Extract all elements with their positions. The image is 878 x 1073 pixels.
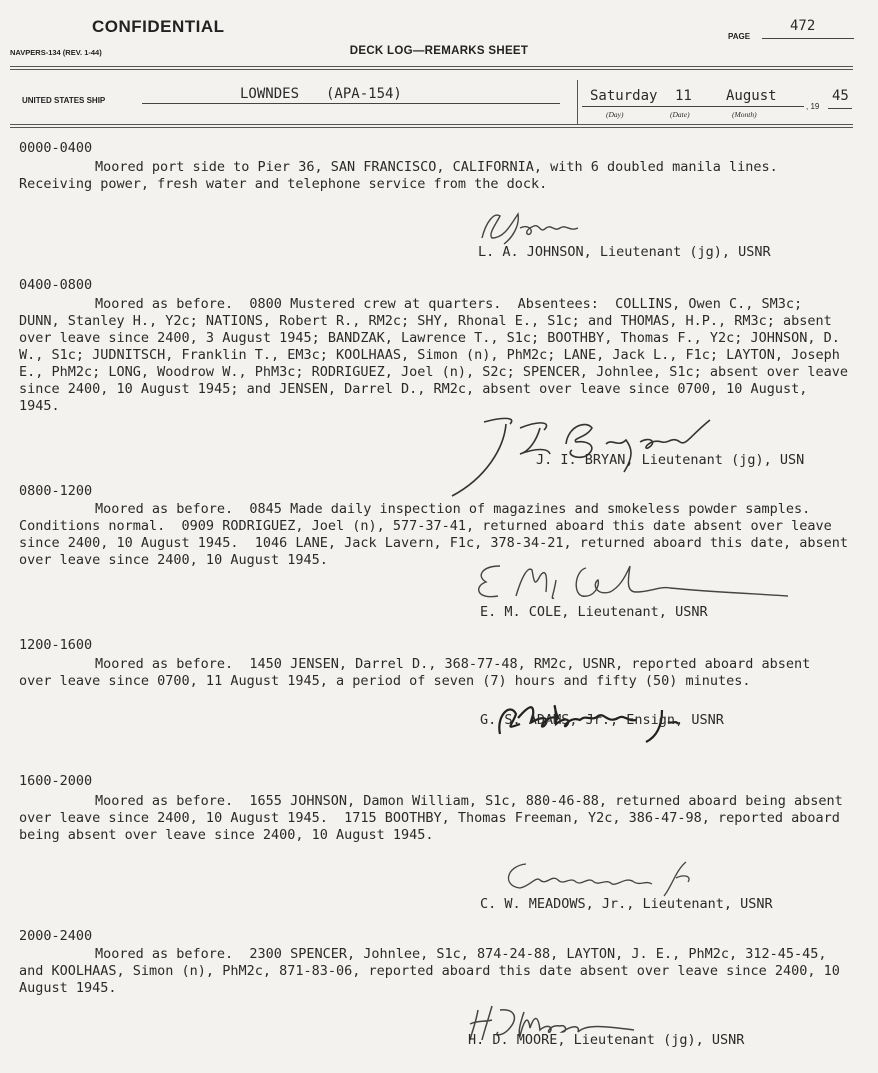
watch-time: 0800-1200 — [19, 483, 93, 499]
form-number: NAVPERS-134 (REV. 1-44) — [10, 48, 102, 57]
handwritten-signature-icon — [470, 556, 790, 610]
signatory-name: L. A. JOHNSON, Lieutenant (jg), USNR — [478, 244, 771, 260]
handwritten-signature-icon — [474, 204, 594, 248]
log-date: 11 — [675, 88, 692, 104]
century-label: , 19 — [806, 102, 820, 111]
watch-remarks: Moored as before. 0800 Mustered crew at quarters. Absentees: COLLINS, Owen C., SM3c; DUNN, Stanley H., Y2c; NATIONS, Robert R., RM2c; SHY, Rhonal E., S1c; and THOMAS, H.P., RM3c; absent over leave since 2400, 3 August 1945; BANDZAK, Lawrence T., S1c; BOOTHBY, Thomas F., Y2c; JOHNSON, D. W., S1c; JUDNITSCH, Franklin T., EM3c; KOOLHAAS, Simon (n), PhM2c; LANE, Jack L., F1c; LAYTON, Joseph E., PhM2c; LONG, Woodrow W., PhM3c; RODRIGUEZ, Joel (n), S2c; SPENCER, Johnlee, S1c; absent over leave since 2400, 10 August 1945; and JENSEN, Darrel D., RM2c, absent over leave since 0700, 10 August, 1945. — [19, 296, 857, 414]
day-label: (Day) — [606, 110, 624, 119]
signatory-name: H. D. MOORE, Lieutenant (jg), USNR — [468, 1032, 745, 1048]
signatory-name: E. M. COLE, Lieutenant, USNR — [480, 604, 708, 620]
watch-time: 2000-2400 — [19, 928, 93, 944]
ship-label: UNITED STATES SHIP — [22, 96, 106, 105]
watch-time: 1200-1600 — [19, 637, 93, 653]
header-rule-bottom — [10, 124, 853, 125]
watch-remarks: Moored as before. 1450 JENSEN, Darrel D., 368-77-48, RM2c, USNR, reported aboard absent over leave since 0700, 11 August 1945, a period of seven (7) hours and fifty (50) minutes. — [19, 656, 819, 689]
header-rule-top-2 — [10, 69, 853, 70]
signatory-name: J. I. BRYAN, Lieutenant (jg), USN — [536, 452, 805, 468]
header-rule-bottom-2 — [10, 127, 853, 128]
watch-remarks: Moored as before. 1655 JOHNSON, Damon William, S1c, 880-46-88, returned aboard being absent over leave since 2400, 10 August 1945. 1715 BOOTHBY, Thomas Freeman, Y2c, 386-47-98, reported aboard being absent over leave since 2400, 10 August 1945. — [19, 793, 851, 843]
log-year: 45 — [832, 88, 849, 104]
year-line — [828, 108, 852, 109]
ship-type: (APA-154) — [326, 86, 402, 102]
date-line — [582, 106, 804, 107]
page-number: 472 — [790, 18, 816, 34]
signatory-name: C. W. MEADOWS, Jr., Lieutenant, USNR — [480, 896, 773, 912]
ship-line — [142, 103, 560, 104]
watch-remarks: Moored as before. 0845 Made daily inspection of magazines and smokeless powder samples. Conditions normal. 0909 RODRIGUEZ, Joel (n), 577-37-41, returned aboard this date absent over leave since 2400, 10 August 1945. 1046 LANE, Jack Lavern, F1c, 378-34-21, returned aboard this date, absent over leave since 2400, 10 August 1945. — [19, 501, 857, 568]
page-title: DECK LOG—REMARKS SHEET — [349, 45, 529, 57]
watch-remarks: Moored port side to Pier 36, SAN FRANCISCO, CALIFORNIA, with 6 doubled manila lines. Receiving power, fresh water and telephone service from the dock. — [19, 159, 786, 192]
date-label: (Date) — [670, 110, 690, 119]
signatory-name: G. S. ADAMS, Jr., Ensign, USNR — [480, 712, 724, 728]
header-divider — [577, 80, 578, 124]
page-label: PAGE — [728, 32, 751, 41]
ship-name: LOWNDES — [240, 86, 300, 102]
classification-stamp: CONFIDENTIAL — [92, 17, 225, 36]
header-rule-top — [10, 66, 853, 67]
month-label: (Month) — [732, 110, 757, 119]
log-day: Saturday — [590, 88, 658, 104]
log-month: August — [726, 88, 777, 104]
watch-time: 0400-0800 — [19, 277, 93, 293]
watch-time: 1600-2000 — [19, 773, 93, 789]
watch-remarks: Moored as before. 2300 SPENCER, Johnlee, S1c, 874-24-88, LAYTON, J. E., PhM2c, 312-45-45, and KOOLHAAS, Simon (n), PhM2c, 871-83-06, reported aboard this date absent over leave since 2400, 10 August 1945. — [19, 946, 849, 996]
page-number-line — [762, 38, 854, 39]
watch-time: 0000-0400 — [19, 140, 93, 156]
